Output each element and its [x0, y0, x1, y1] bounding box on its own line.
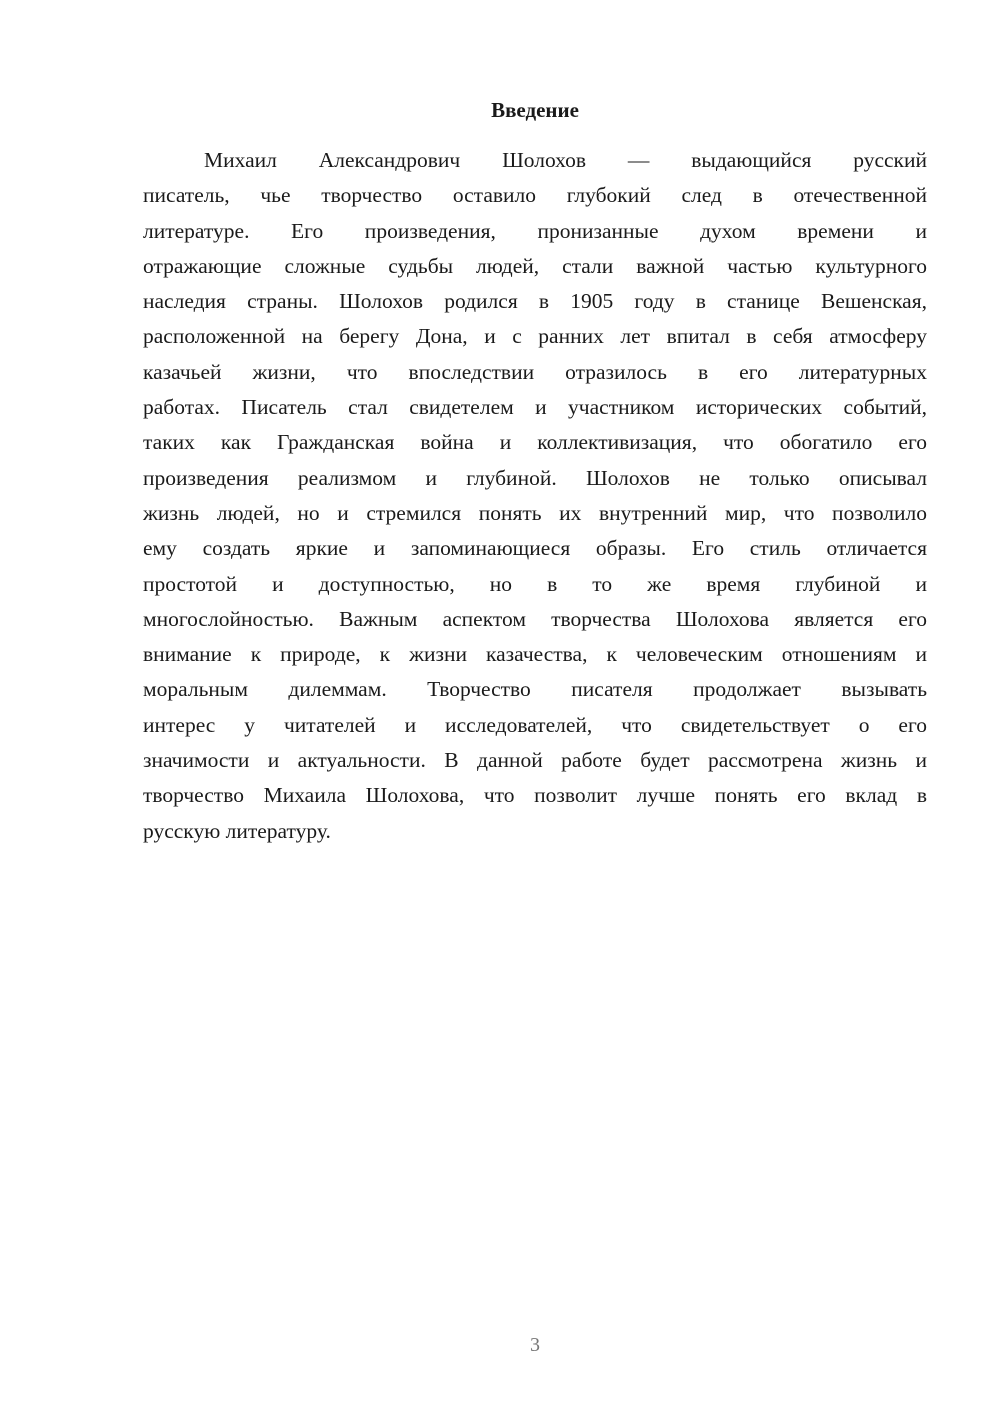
paragraph-line: писатель, чье творчество оставило глубокий след в отечественной — [143, 183, 927, 208]
paragraph-line: значимости и актуальности. В данной работе будет рассмотрена жизнь и — [143, 748, 927, 773]
paragraph-line: Михаил Александрович Шолохов — выдающийся русский — [204, 148, 927, 172]
paragraph-line: творчество Михаила Шолохова, что позволит лучше понять его вклад в — [143, 783, 927, 808]
paragraph-line: казачьей жизни, что впоследствии отразилось в его литературных — [143, 359, 927, 384]
section-heading-text: Введение — [491, 98, 579, 122]
section-heading — [143, 98, 927, 123]
paragraph-line: интерес у читателей и исследователей, что свидетельствует о его — [143, 712, 927, 737]
paragraph-line: отражающие сложные судьбы людей, стали важной частью культурного — [143, 253, 927, 278]
paragraph-line: моральным дилеммам. Творчество писателя продолжает вызывать — [143, 677, 927, 702]
paragraph-line: наследия страны. Шолохов родился в 1905 году в станице Вешенская, — [143, 289, 927, 314]
paragraph-line: работах. Писатель стал свидетелем и участником исторических событий, — [143, 395, 927, 420]
paragraph-line: литературе. Его произведения, пронизанные духом времени и — [143, 218, 927, 243]
paragraph-line: произведения реализмом и глубиной. Шолохов не только описывал — [143, 465, 927, 490]
paragraph-line: таких как Гражданская война и коллективизация, что обогатило его — [143, 430, 927, 455]
paragraph-line: ему создать яркие и запоминающиеся образы. Его стиль отличается — [143, 536, 927, 561]
paragraph-line: русскую литературу. — [143, 818, 331, 843]
paragraph-line: простотой и доступностью, но в то же время глубиной и — [143, 571, 927, 596]
paragraph-line: расположенной на берегу Дона, и с ранних лет впитал в себя атмосферу — [143, 324, 927, 349]
paragraph-line: жизнь людей, но и стремился понять их внутренний мир, что позволило — [143, 500, 927, 525]
paragraph-line: внимание к природе, к жизни казачества, к человеческим отношениям и — [143, 642, 927, 667]
paragraph — [143, 146, 927, 852]
page-number: 3 — [530, 1334, 540, 1356]
paragraph-line: многослойностью. Важным аспектом творчества Шолохова является его — [143, 606, 927, 631]
